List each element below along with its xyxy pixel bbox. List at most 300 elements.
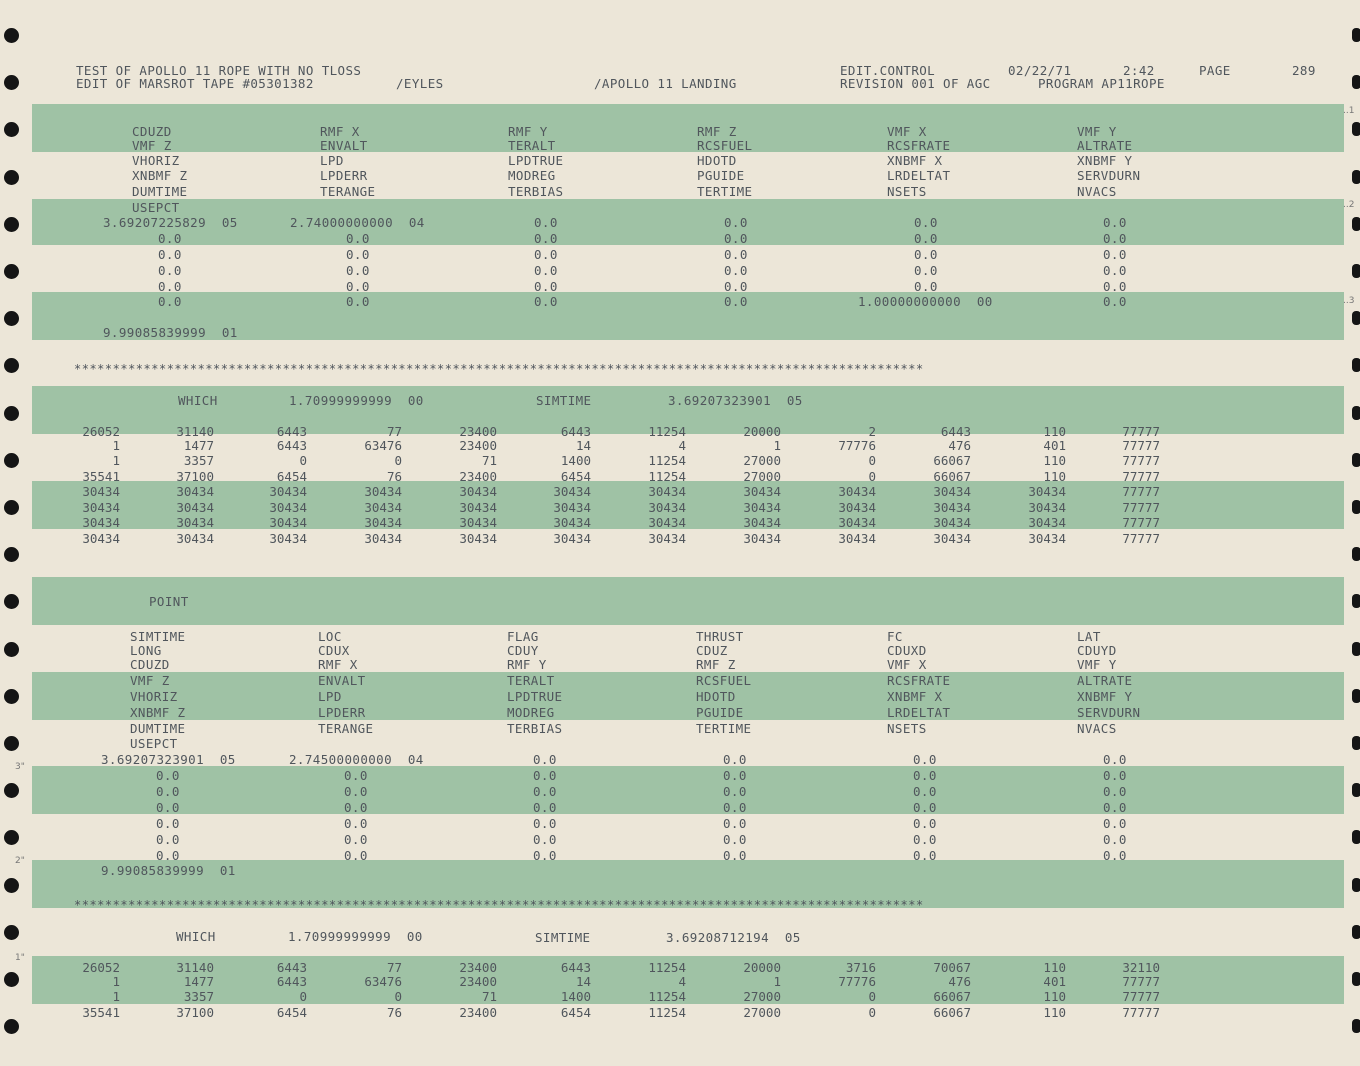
field-value: 0.0: [533, 752, 557, 767]
field-label: TERALT: [508, 138, 556, 153]
octal-cell: 30434: [269, 484, 307, 499]
octal-cell: 77777: [1122, 484, 1160, 499]
field-label: VMF Y: [1077, 124, 1117, 139]
field-value: 0.0: [158, 247, 182, 262]
field-value: 0.0: [914, 247, 938, 262]
field-value: 0.0: [913, 768, 937, 783]
field-value: 0.0: [344, 816, 368, 831]
field-label: FLAG: [507, 629, 539, 644]
octal-cell: 37100: [176, 1005, 214, 1020]
octal-cell: 6454: [276, 1005, 307, 1020]
margin-mark: ..2: [1343, 200, 1355, 210]
tractor-hole: [1352, 830, 1360, 844]
octal-cell: 30434: [364, 500, 402, 515]
octal-cell: 37100: [176, 469, 214, 484]
octal-cell: 6454: [560, 469, 591, 484]
octal-cell: 30434: [1028, 500, 1066, 515]
field-label: RMF Z: [697, 124, 737, 139]
field-value: 0.0: [533, 848, 557, 863]
octal-cell: 110: [1043, 989, 1066, 1004]
octal-cell: 30434: [743, 484, 781, 499]
field-value: 0.0: [533, 832, 557, 847]
field-value: 0.0: [344, 784, 368, 799]
field-value: 0.0: [1103, 768, 1127, 783]
field-label: VHORIZ: [130, 689, 178, 704]
field-value: 9.99085839999 01: [101, 863, 236, 878]
tractor-hole: [1352, 170, 1360, 184]
octal-cell: 1400: [560, 453, 591, 468]
octal-cell: 4: [678, 438, 686, 453]
field-value: 0.0: [158, 231, 182, 246]
octal-cell: 27000: [743, 469, 781, 484]
margin-mark: 2": [15, 856, 25, 866]
octal-cell: 26052: [82, 424, 120, 439]
field-value: 1.00000000000 00: [858, 294, 993, 309]
octal-cell: 30434: [364, 515, 402, 530]
field-value: 0.0: [534, 279, 558, 294]
octal-cell: 110: [1043, 469, 1066, 484]
header-revision: REVISION 001 OF AGC: [840, 76, 991, 91]
octal-cell: 110: [1043, 453, 1066, 468]
octal-cell: 6454: [276, 469, 307, 484]
octal-cell: 66067: [933, 989, 971, 1004]
field-value: 0.0: [723, 832, 747, 847]
field-value: 0.0: [158, 263, 182, 278]
header-program: PROGRAM AP11ROPE: [1038, 76, 1165, 91]
field-value: 0.0: [533, 800, 557, 815]
octal-cell: 30434: [648, 500, 686, 515]
octal-cell: 30434: [553, 500, 591, 515]
octal-cell: 11254: [648, 424, 686, 439]
octal-cell: 23400: [459, 469, 497, 484]
field-label: RCSFUEL: [696, 673, 752, 688]
field-label: RMF X: [320, 124, 360, 139]
octal-cell: 77777: [1122, 531, 1160, 546]
octal-cell: 30434: [838, 531, 876, 546]
octal-cell: 11254: [648, 1005, 686, 1020]
field-label: HDOTD: [697, 153, 737, 168]
field-label: LAT: [1077, 629, 1101, 644]
octal-cell: 3357: [183, 989, 214, 1004]
octal-cell: 20000: [743, 960, 781, 975]
field-value: 0.0: [724, 263, 748, 278]
octal-cell: 1: [773, 438, 781, 453]
octal-cell: 1477: [183, 974, 214, 989]
octal-cell: 110: [1043, 424, 1066, 439]
field-label: FC: [887, 629, 903, 644]
octal-cell: 30434: [82, 515, 120, 530]
tractor-hole: [1352, 28, 1360, 42]
tractor-hole: [1352, 122, 1360, 136]
field-value: 0.0: [723, 800, 747, 815]
tractor-hole: [4, 1019, 19, 1034]
field-label: CDUZD: [130, 657, 170, 672]
octal-cell: 30434: [176, 484, 214, 499]
tractor-hole: [1352, 500, 1360, 514]
field-label: ALTRATE: [1077, 138, 1133, 153]
field-value: 0.0: [346, 279, 370, 294]
octal-cell: 30434: [648, 515, 686, 530]
octal-cell: 0: [868, 1005, 876, 1020]
octal-cell: 30434: [459, 531, 497, 546]
field-label: LPD: [320, 153, 344, 168]
field-value: 0.0: [1103, 247, 1127, 262]
field-label: VMF Z: [130, 673, 170, 688]
field-value: 0.0: [534, 247, 558, 262]
field-value: 0.0: [913, 816, 937, 831]
tractor-hole: [4, 783, 19, 798]
octal-cell: 0: [394, 453, 402, 468]
octal-cell: 4: [678, 974, 686, 989]
field-value: 0.0: [913, 848, 937, 863]
field-value: 0.0: [156, 768, 180, 783]
field-label: XNBMF X: [887, 153, 943, 168]
octal-cell: 11254: [648, 960, 686, 975]
margin-mark: 3": [15, 762, 25, 772]
octal-cell: 35541: [82, 469, 120, 484]
tractor-hole: [4, 689, 19, 704]
octal-cell: 401: [1043, 438, 1066, 453]
octal-cell: 30434: [553, 531, 591, 546]
field-value: 3.69207225829 05: [103, 215, 238, 230]
simtime-label: SIMTIME: [535, 930, 591, 945]
octal-cell: 6443: [276, 424, 307, 439]
tractor-hole: [4, 122, 19, 137]
field-value: 0.0: [723, 768, 747, 783]
octal-cell: 14: [575, 438, 591, 453]
tractor-hole: [1352, 642, 1360, 656]
octal-cell: 1: [112, 974, 120, 989]
tractor-hole: [4, 311, 19, 326]
octal-cell: 77777: [1122, 989, 1160, 1004]
tractor-hole: [1352, 925, 1360, 939]
tractor-hole: [1352, 406, 1360, 420]
field-value: 0.0: [724, 294, 748, 309]
field-label: LONG: [130, 643, 162, 658]
green-bar: [32, 104, 1344, 152]
field-label: RMF Y: [508, 124, 548, 139]
field-label: USEPCT: [132, 200, 180, 215]
field-label: LPD: [318, 689, 342, 704]
field-label: RMF Y: [507, 657, 547, 672]
field-label: VMF Z: [132, 138, 172, 153]
octal-cell: 30434: [553, 484, 591, 499]
field-value: 0.0: [344, 832, 368, 847]
octal-cell: 6443: [276, 974, 307, 989]
octal-cell: 30434: [459, 500, 497, 515]
octal-cell: 66067: [933, 469, 971, 484]
field-value: 0.0: [1103, 832, 1127, 847]
tractor-hole: [1352, 972, 1360, 986]
octal-cell: 0: [868, 453, 876, 468]
octal-cell: 27000: [743, 989, 781, 1004]
field-value: 0.0: [344, 800, 368, 815]
field-label: DUMTIME: [132, 184, 188, 199]
tractor-hole: [1352, 594, 1360, 608]
field-label: XNBMF Y: [1077, 153, 1133, 168]
field-label: CDUXD: [887, 643, 927, 658]
header-landing: /APOLLO 11 LANDING: [594, 76, 737, 91]
field-value: 0.0: [1103, 800, 1127, 815]
field-label: PGUIDE: [696, 705, 744, 720]
field-label: VHORIZ: [132, 153, 180, 168]
field-value: 0.0: [723, 816, 747, 831]
tractor-hole: [1352, 689, 1360, 703]
field-label: RCSFUEL: [697, 138, 753, 153]
field-value: 0.0: [913, 784, 937, 799]
field-label: VMF Y: [1077, 657, 1117, 672]
field-value: 0.0: [346, 247, 370, 262]
octal-cell: 30434: [1028, 515, 1066, 530]
field-value: 0.0: [723, 848, 747, 863]
octal-cell: 30434: [364, 531, 402, 546]
octal-cell: 23400: [459, 960, 497, 975]
field-value: 0.0: [1103, 784, 1127, 799]
octal-cell: 77777: [1122, 424, 1160, 439]
octal-cell: 30434: [1028, 484, 1066, 499]
octal-cell: 3357: [183, 453, 214, 468]
octal-cell: 1: [112, 453, 120, 468]
field-value: 0.0: [534, 215, 558, 230]
octal-cell: 6443: [276, 438, 307, 453]
octal-cell: 35541: [82, 1005, 120, 1020]
octal-cell: 401: [1043, 974, 1066, 989]
header-title: TEST OF APOLLO 11 ROPE WITH NO TLOSS: [76, 63, 362, 78]
field-label: NSETS: [887, 721, 927, 736]
field-value: 0.0: [724, 247, 748, 262]
octal-cell: 30434: [933, 515, 971, 530]
separator-stars: **************************************************************************************************************: [74, 898, 924, 912]
margin-mark: ..3: [1343, 296, 1355, 306]
tractor-hole: [1352, 453, 1360, 467]
octal-cell: 0: [868, 469, 876, 484]
octal-cell: 2: [868, 424, 876, 439]
field-value: 0.0: [158, 279, 182, 294]
field-value: 0.0: [346, 263, 370, 278]
field-label: SERVDURN: [1077, 168, 1141, 183]
octal-cell: 0: [299, 453, 307, 468]
field-value: 0.0: [156, 816, 180, 831]
which-label: WHICH: [178, 393, 218, 408]
tractor-hole: [4, 217, 19, 232]
field-value: 0.0: [1103, 752, 1127, 767]
octal-cell: 30434: [176, 531, 214, 546]
field-label: XNBMF X: [887, 689, 943, 704]
octal-cell: 77777: [1122, 500, 1160, 515]
tractor-hole: [4, 830, 19, 845]
tractor-hole: [1352, 878, 1360, 892]
octal-cell: 110: [1043, 1005, 1066, 1020]
tractor-hole: [1352, 75, 1360, 89]
field-label: VMF X: [887, 124, 927, 139]
field-value: 0.0: [1103, 816, 1127, 831]
octal-cell: 30434: [933, 484, 971, 499]
field-value: 0.0: [156, 832, 180, 847]
tractor-hole: [1352, 217, 1360, 231]
octal-cell: 6443: [560, 424, 591, 439]
octal-cell: 66067: [933, 1005, 971, 1020]
octal-cell: 23400: [459, 438, 497, 453]
octal-cell: 6454: [560, 1005, 591, 1020]
point-label: POINT: [149, 594, 189, 609]
octal-cell: 77776: [838, 438, 876, 453]
field-label: XNBMF Z: [132, 168, 188, 183]
which-value: 1.70999999999 00: [289, 393, 424, 408]
field-label: ENVALT: [320, 138, 368, 153]
tractor-hole: [4, 594, 19, 609]
field-value: 0.0: [914, 231, 938, 246]
field-label: CDUYD: [1077, 643, 1117, 658]
header-edit-control: EDIT.CONTROL: [840, 63, 936, 78]
octal-cell: 63476: [364, 974, 402, 989]
octal-cell: 1477: [183, 438, 214, 453]
octal-cell: 30434: [176, 500, 214, 515]
octal-cell: 11254: [648, 469, 686, 484]
field-value: 0.0: [158, 294, 182, 309]
field-value: 0.0: [1103, 215, 1127, 230]
octal-cell: 70067: [933, 960, 971, 975]
field-label: LRDELTAT: [887, 705, 951, 720]
octal-cell: 77777: [1122, 438, 1160, 453]
field-value: 0.0: [1103, 848, 1127, 863]
header-page-number: 289: [1292, 63, 1316, 78]
octal-cell: 30434: [838, 484, 876, 499]
octal-cell: 6443: [940, 424, 971, 439]
tractor-hole: [4, 28, 19, 43]
octal-cell: 30434: [269, 500, 307, 515]
octal-cell: 30434: [838, 515, 876, 530]
simtime-value: 3.69208712194 05: [666, 930, 801, 945]
octal-cell: 30434: [933, 500, 971, 515]
octal-cell: 6443: [276, 960, 307, 975]
field-value: 0.0: [534, 294, 558, 309]
field-value: 0.0: [533, 768, 557, 783]
field-value: 0.0: [344, 768, 368, 783]
octal-cell: 30434: [838, 500, 876, 515]
tractor-hole: [4, 358, 19, 373]
octal-cell: 27000: [743, 1005, 781, 1020]
octal-cell: 77777: [1122, 515, 1160, 530]
field-value: 0.0: [1103, 279, 1127, 294]
header-time: 2:42: [1123, 63, 1155, 78]
octal-cell: 3716: [845, 960, 876, 975]
field-label: RCSFRATE: [887, 138, 951, 153]
octal-cell: 71: [481, 989, 497, 1004]
field-label: NSETS: [887, 184, 927, 199]
field-value: 2.74500000000 04: [289, 752, 424, 767]
field-label: XNBMF Z: [130, 705, 186, 720]
octal-cell: 76: [386, 469, 402, 484]
field-label: RCSFRATE: [887, 673, 951, 688]
field-label: TERBIAS: [508, 184, 564, 199]
tractor-hole: [1352, 311, 1360, 325]
octal-cell: 77: [386, 424, 402, 439]
simtime-label: SIMTIME: [536, 393, 592, 408]
field-value: 0.0: [914, 215, 938, 230]
field-label: DUMTIME: [130, 721, 186, 736]
octal-cell: 77777: [1122, 974, 1160, 989]
octal-cell: 30434: [933, 531, 971, 546]
octal-cell: 76: [386, 1005, 402, 1020]
field-value: 0.0: [156, 800, 180, 815]
field-value: 0.0: [723, 752, 747, 767]
simtime-value: 3.69207323901 05: [668, 393, 803, 408]
field-label: ENVALT: [318, 673, 366, 688]
octal-cell: 0: [299, 989, 307, 1004]
field-label: CDUY: [507, 643, 539, 658]
field-label: LOC: [318, 629, 342, 644]
field-label: RMF Z: [696, 657, 736, 672]
field-label: CDUX: [318, 643, 350, 658]
octal-cell: 77777: [1122, 453, 1160, 468]
octal-cell: 11254: [648, 989, 686, 1004]
field-value: 0.0: [913, 832, 937, 847]
field-label: RMF X: [318, 657, 358, 672]
field-label: NVACS: [1077, 721, 1117, 736]
field-value: 0.0: [156, 848, 180, 863]
header-date: 02/22/71: [1008, 63, 1072, 78]
octal-cell: 14: [575, 974, 591, 989]
octal-cell: 1: [773, 974, 781, 989]
octal-cell: 23400: [459, 424, 497, 439]
octal-cell: 30434: [82, 531, 120, 546]
octal-cell: 30434: [269, 515, 307, 530]
field-label: PGUIDE: [697, 168, 745, 183]
octal-cell: 476: [948, 438, 971, 453]
field-label: HDOTD: [696, 689, 736, 704]
tractor-hole: [4, 170, 19, 185]
green-bar: [32, 577, 1344, 625]
field-label: SERVDURN: [1077, 705, 1141, 720]
octal-cell: 1: [112, 438, 120, 453]
tractor-hole: [1352, 264, 1360, 278]
field-label: USEPCT: [130, 736, 178, 751]
field-label: VMF X: [887, 657, 927, 672]
octal-cell: 1400: [560, 989, 591, 1004]
tractor-hole: [1352, 1019, 1360, 1033]
margin-mark: ..1: [1343, 106, 1355, 116]
field-label: TERTIME: [697, 184, 753, 199]
field-label: TERANGE: [320, 184, 376, 199]
octal-cell: 23400: [459, 1005, 497, 1020]
octal-cell: 11254: [648, 453, 686, 468]
octal-cell: 30434: [743, 531, 781, 546]
field-label: NVACS: [1077, 184, 1117, 199]
field-value: 0.0: [533, 816, 557, 831]
field-value: 0.0: [913, 752, 937, 767]
field-label: LPDTRUE: [508, 153, 564, 168]
octal-cell: 30434: [269, 531, 307, 546]
field-value: 0.0: [534, 231, 558, 246]
octal-cell: 30434: [364, 484, 402, 499]
octal-cell: 27000: [743, 453, 781, 468]
field-label: LPDERR: [318, 705, 366, 720]
field-value: 2.74000000000 04: [290, 215, 425, 230]
octal-cell: 32110: [1122, 960, 1160, 975]
tractor-hole: [4, 736, 19, 751]
octal-cell: 30434: [743, 515, 781, 530]
field-label: TERALT: [507, 673, 555, 688]
field-label: TERTIME: [696, 721, 752, 736]
octal-cell: 1: [112, 989, 120, 1004]
tractor-hole: [4, 264, 19, 279]
field-value: 0.0: [724, 279, 748, 294]
tractor-hole: [1352, 783, 1360, 797]
field-label: MODREG: [507, 705, 555, 720]
field-label: LPDTRUE: [507, 689, 563, 704]
field-value: 0.0: [156, 784, 180, 799]
octal-cell: 77777: [1122, 1005, 1160, 1020]
